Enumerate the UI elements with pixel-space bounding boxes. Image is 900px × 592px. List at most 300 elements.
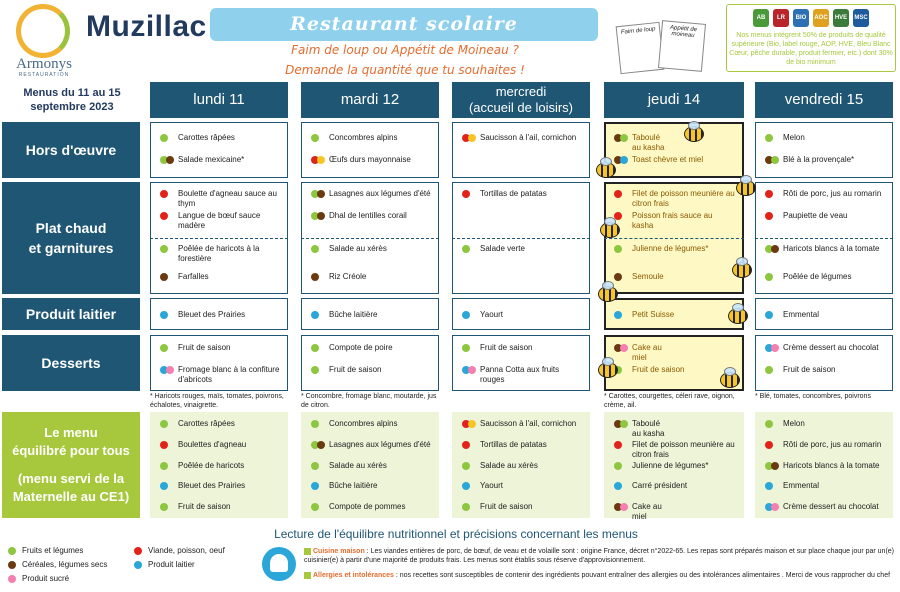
menu-item	[160, 440, 282, 450]
legend-label: Céréales, légumes secs	[22, 560, 108, 569]
menu-item-label: Fromage blanc à la confiture d'abricots	[178, 365, 280, 384]
menu-item	[614, 211, 736, 231]
food-group-dots	[311, 365, 329, 374]
cell-hors	[755, 122, 893, 178]
food-group-dots	[614, 310, 632, 319]
menu-item	[462, 310, 584, 320]
footnote: * Carottes, courgettes, céleri rave, oignon, crème, ail.	[604, 393, 735, 409]
legend-item	[8, 546, 83, 555]
food-group-dots	[311, 211, 329, 220]
food-group-dots	[160, 244, 178, 253]
food-group-dots	[311, 440, 329, 449]
food-group-dots	[160, 211, 178, 220]
menu-item-label: Melon	[783, 133, 805, 142]
quality-labels	[726, 4, 896, 72]
menu-item	[160, 244, 282, 264]
food-group-dots	[614, 189, 632, 198]
menu-item	[765, 343, 887, 353]
food-group-dots	[160, 155, 178, 164]
menu-item	[311, 189, 433, 199]
sparrow-card: Appétit de moineau	[658, 20, 706, 72]
menu-item-label: Filet de poisson meunière au citron frais	[632, 439, 735, 459]
legend-label: Produit laitier	[148, 560, 195, 569]
tagline-2: Demande la quantité que tu souhaites !	[285, 63, 525, 77]
menu-item-label: Fruit de saison	[480, 502, 533, 512]
red-dot-icon	[160, 441, 168, 449]
menu-item	[765, 244, 887, 254]
menu-item-label: Saucisson à l'ail, cornichon	[480, 133, 577, 142]
food-group-dots	[160, 440, 178, 449]
menu-item-label: Lasagnes aux légumes d'été	[329, 189, 431, 198]
brown-dot-icon	[317, 212, 325, 220]
menu-item	[614, 419, 736, 439]
pink-dot-icon	[166, 366, 174, 374]
logo-name: Armonys	[16, 56, 72, 72]
food-group-dots	[614, 133, 632, 142]
food-group-dots	[614, 481, 632, 490]
menu-item-label: Panna Cotta aux fruits rouges	[480, 365, 560, 384]
blue-dot-icon	[311, 311, 319, 319]
blue-dot-icon	[160, 482, 168, 490]
red-dot-icon	[462, 441, 470, 449]
menu-item	[462, 481, 584, 491]
pink-dot-icon	[468, 366, 476, 374]
pink-dot-icon	[771, 344, 779, 352]
menu-item	[311, 481, 433, 491]
menu-item	[160, 419, 282, 429]
green-dot-icon	[311, 503, 319, 511]
menu-item	[765, 310, 887, 320]
footnote: * Blé, tomates, concombres, poivrons	[755, 393, 871, 400]
menu-item-label: Tortillas de patatas	[480, 189, 547, 198]
menu-item	[160, 343, 282, 353]
menu-item-label: Lasagnes aux légumes d'été	[329, 439, 431, 449]
food-group-dots	[311, 343, 329, 352]
menu-item-label: Poêlée de haricots	[178, 460, 245, 470]
week-label: Menus du 11 au 15 septembre 2023	[2, 82, 142, 120]
equilibre-line: Le menu	[44, 425, 98, 440]
green-dot-icon	[620, 420, 628, 428]
food-group-dots	[614, 461, 632, 470]
quality-badge: MSC	[853, 9, 869, 27]
menu-item-label: Salade mexicaine*	[178, 155, 245, 164]
food-group-dots	[462, 133, 480, 142]
menu-item	[765, 155, 887, 165]
quality-text: Nos menus intègrent 50% de produits de qualité supérieure (Bio, label rouge, AOP, HVE, Bleu Blanc Cœur, pêche durable, produit fermier, etc.) dont 30% de bio minimum	[729, 32, 893, 66]
menu-item-label: Bûche laitière	[329, 310, 378, 319]
blue-dot-icon	[462, 311, 470, 319]
menu-item	[765, 211, 887, 221]
menu-item	[462, 419, 584, 429]
blue-dot-icon	[765, 311, 773, 319]
cuisine-text: : Les viandes entières de porc, de bœuf, de veau et de volaille sont : origine France, décret n°2022-65. Les repas sont préparés maison et sur place chaque jour par un(e) cuisinier(e) à partir d'une majorité de produits frais. Les menus sont établis sous réserve d'approvisionnement.	[304, 548, 895, 564]
quality-badge: AB	[753, 9, 769, 27]
red-dot-icon	[765, 190, 773, 198]
menu-item	[614, 365, 736, 375]
menu-item	[765, 461, 887, 471]
menu-item	[311, 211, 433, 221]
food-group-dots	[462, 461, 480, 470]
menu-item-label: Boulette d'agneau sauce au thym	[178, 189, 277, 208]
yellow-dot-icon	[317, 156, 325, 164]
red-dot-icon	[160, 190, 168, 198]
menu-item-label: Haricots blancs à la tomate	[783, 460, 880, 470]
food-group-dots	[765, 481, 783, 490]
menu-item-label: Fruit de saison	[783, 365, 836, 374]
green-dot-icon	[160, 420, 168, 428]
menu-item-label: Carré président	[632, 481, 688, 491]
menu-item-label: Farfalles	[178, 272, 209, 281]
menu-item	[160, 502, 282, 512]
food-group-dots	[311, 133, 329, 142]
food-group-dots	[462, 419, 480, 428]
menu-item-label: Poêlée de haricots à la forestière	[178, 244, 260, 263]
footer-title: Lecture de l'équilibre nutritionnel et précisions concernant les menus	[274, 527, 638, 541]
section-laitier: Produit laitier	[2, 298, 140, 330]
food-group-dots	[311, 155, 329, 164]
food-group-dots	[311, 189, 329, 198]
green-dot-icon	[462, 503, 470, 511]
menu-item-label: Langue de bœuf sauce madère	[178, 211, 261, 230]
menu-item-label: Semoule	[632, 272, 664, 281]
food-group-dots	[614, 244, 632, 253]
food-group-dots	[462, 502, 480, 511]
food-group-dots	[160, 272, 178, 281]
green-dot-icon	[160, 462, 168, 470]
menu-item	[160, 133, 282, 143]
menu-item-label: Petit Suisse	[632, 310, 675, 319]
cell-hors	[301, 122, 439, 178]
red-dot-icon	[160, 212, 168, 220]
menu-item	[311, 365, 433, 375]
menu-item	[765, 502, 887, 512]
pink-dot-icon	[771, 503, 779, 511]
food-group-dots	[160, 419, 178, 428]
menu-item	[311, 272, 433, 282]
menu-item-label: Julienne de légumes*	[632, 244, 709, 253]
page-title: Restaurant scolaire	[210, 8, 598, 41]
food-group-dots	[765, 133, 783, 142]
menu-item	[160, 211, 282, 231]
blue-dot-icon	[620, 156, 628, 164]
food-group-dots	[160, 502, 178, 511]
food-group-dots	[614, 272, 632, 281]
green-dot-icon	[765, 366, 773, 374]
food-group-dots	[462, 365, 480, 374]
green-dot-icon	[311, 245, 319, 253]
equilibre-line: (menu servi de la	[17, 471, 125, 486]
menu-item-label: Filet de poisson meunière au citron frais	[632, 189, 735, 208]
menu-item-label: Rôti de porc, jus au romarin	[783, 439, 882, 449]
checkbox-icon	[304, 572, 311, 579]
red-dot-icon	[765, 441, 773, 449]
legend-item	[8, 560, 107, 569]
menu-item-label: Boulettes d'agneau	[178, 439, 247, 449]
menu-item	[462, 461, 584, 471]
menu-item-label: Salade au xérès	[329, 460, 387, 470]
menu-item-label: Crème dessert au chocolat	[783, 502, 879, 512]
menu-item-label: Salade au xérès	[329, 244, 387, 253]
menu-item-label: Œufs durs mayonnaise	[329, 155, 411, 164]
menu-item-label: Bûche laitière	[329, 481, 378, 491]
legend-label: Fruits et légumes	[22, 546, 84, 555]
bee-icon	[728, 308, 748, 324]
menu-item-label: Compote de poire	[329, 343, 393, 352]
brown-dot-icon	[771, 462, 779, 470]
allergy-note	[304, 571, 894, 580]
menu-item-label: Poêlée de légumes	[783, 272, 852, 281]
food-group-dots	[614, 440, 632, 449]
menu-item	[160, 481, 282, 491]
green-dot-icon	[8, 547, 16, 555]
menu-item	[462, 502, 584, 512]
cell-hors	[150, 122, 288, 178]
blue-dot-icon	[614, 311, 622, 319]
brown-dot-icon	[160, 273, 168, 281]
tagline-1: Faim de loup ou Appétit de Moineau ?	[291, 43, 519, 57]
menu-item-label: Bleuet des Prairies	[178, 310, 246, 319]
menu-item-label: Yaourt	[480, 310, 503, 319]
food-group-dots	[765, 365, 783, 374]
menu-item	[614, 481, 736, 491]
food-group-dots	[462, 310, 480, 319]
day-header: lundi 11	[150, 82, 288, 118]
food-group-dots	[765, 419, 783, 428]
menu-item-label: Concombres alpins	[329, 133, 398, 142]
blue-dot-icon	[160, 311, 168, 319]
food-group-dots	[614, 155, 632, 164]
menu-item	[765, 481, 887, 491]
bee-icon	[598, 362, 618, 378]
logo-subtitle: RESTAURATION	[18, 72, 70, 78]
menu-item	[614, 502, 736, 522]
food-group-dots	[311, 481, 329, 490]
food-group-dots	[160, 310, 178, 319]
menu-item-label: Saucisson à l'ail, cornichon	[480, 419, 577, 428]
food-group-dots	[311, 502, 329, 511]
green-dot-icon	[765, 420, 773, 428]
menu-item	[462, 343, 584, 353]
quality-badge: HVE	[833, 9, 849, 27]
allergy-title: Allergies et intolérances	[313, 572, 394, 579]
cuisine-title: Cuisine maison	[313, 548, 365, 555]
equilibre-line: Maternelle au CE1)	[12, 489, 130, 504]
food-group-dots	[311, 461, 329, 470]
divider	[301, 238, 439, 239]
quality-badge: AOC	[813, 9, 829, 27]
legend-label: Produit sucré	[22, 574, 70, 583]
food-group-dots	[765, 155, 783, 164]
quality-badge: LR	[773, 9, 789, 27]
menu-item-label: Haricots blancs à la tomate	[783, 244, 880, 253]
brown-dot-icon	[317, 190, 325, 198]
food-group-dots	[765, 343, 783, 352]
menu-item	[311, 155, 433, 165]
food-group-dots	[160, 461, 178, 470]
day-header: jeudi 14	[604, 82, 744, 118]
menu-item	[311, 461, 433, 471]
menu-item	[311, 244, 433, 254]
menu-item	[765, 272, 887, 282]
green-dot-icon	[462, 462, 470, 470]
legend-label: Viande, poisson, oeuf	[148, 546, 225, 555]
menu-item	[311, 440, 433, 450]
divider	[452, 238, 590, 239]
menu-item-label: Fruit de saison	[632, 365, 685, 374]
menu-item-label: Emmental	[783, 310, 820, 319]
food-group-dots	[311, 310, 329, 319]
menu-item-label: Compote de pommes	[329, 502, 406, 512]
yellow-dot-icon	[468, 134, 476, 142]
brown-dot-icon	[614, 273, 622, 281]
menu-item-label: Dhal de lentilles corail	[329, 211, 407, 220]
food-group-dots	[614, 502, 632, 511]
menu-item-label: Concombres alpins	[329, 419, 398, 428]
chef-hat-icon	[270, 554, 288, 572]
menu-item-label: Rôti de porc, jus au romarin	[783, 189, 882, 198]
menu-item	[614, 440, 736, 460]
legend-item	[134, 560, 195, 569]
menu-item	[765, 133, 887, 143]
food-group-dots	[614, 343, 632, 352]
menu-item-label: Fruit de saison	[178, 343, 231, 352]
menu-item-label: Emmental	[783, 481, 820, 491]
green-dot-icon	[311, 134, 319, 142]
menu-item	[160, 461, 282, 471]
green-dot-icon	[160, 134, 168, 142]
menu-item-label: Taboulé au kasha	[632, 133, 665, 152]
section-plat: Plat chaud et garnitures	[2, 182, 140, 294]
food-group-dots	[614, 419, 632, 428]
menu-item	[614, 155, 736, 165]
divider	[150, 238, 288, 239]
section-equilibre	[2, 412, 140, 518]
menu-item	[311, 133, 433, 143]
blue-dot-icon	[765, 482, 773, 490]
red-dot-icon	[614, 441, 622, 449]
menu-item	[614, 189, 736, 209]
food-group-dots	[462, 244, 480, 253]
menu-item	[614, 343, 736, 363]
menu-item	[160, 365, 282, 385]
day-header: mercredi (accueil de loisirs)	[452, 82, 590, 118]
food-group-dots	[765, 244, 783, 253]
menu-item	[160, 155, 282, 165]
legend-item	[134, 546, 225, 555]
bee-icon	[600, 222, 620, 238]
menu-item-label: Toast chèvre et miel	[632, 155, 704, 164]
menu-item-label: Poisson frais sauce au kasha	[632, 211, 713, 230]
menu-item	[614, 461, 736, 471]
menu-item	[765, 440, 887, 450]
green-dot-icon	[311, 344, 319, 352]
food-group-dots	[311, 244, 329, 253]
equilibre-line: équilibré pour tous	[12, 443, 130, 458]
food-group-dots	[462, 189, 480, 198]
green-dot-icon	[462, 344, 470, 352]
bee-icon	[720, 372, 740, 388]
menu-item	[614, 133, 736, 153]
food-group-dots	[160, 133, 178, 142]
menu-item	[462, 189, 584, 199]
section-hors: Hors d'œuvre	[2, 122, 140, 178]
menu-item	[614, 244, 736, 254]
green-dot-icon	[462, 245, 470, 253]
logo-ring-icon	[16, 4, 70, 58]
menu-item-label: Tortillas de patatas	[480, 439, 547, 449]
yellow-dot-icon	[468, 420, 476, 428]
green-dot-icon	[160, 245, 168, 253]
food-group-dots	[160, 481, 178, 490]
blue-dot-icon	[462, 482, 470, 490]
menu-item	[614, 310, 736, 320]
menu-item	[765, 419, 887, 429]
menu-item	[462, 133, 584, 143]
green-dot-icon	[160, 503, 168, 511]
food-group-dots	[765, 461, 783, 470]
food-group-dots	[160, 343, 178, 352]
food-group-dots	[765, 189, 783, 198]
bee-icon	[736, 180, 756, 196]
pink-dot-icon	[620, 344, 628, 352]
quality-badge: BIO	[793, 9, 809, 27]
food-group-dots	[614, 211, 632, 220]
menu-item-label: Riz Créole	[329, 272, 367, 281]
menu-item	[462, 365, 584, 385]
blue-dot-icon	[134, 561, 142, 569]
food-group-dots	[462, 440, 480, 449]
red-dot-icon	[462, 190, 470, 198]
food-group-dots	[765, 440, 783, 449]
green-dot-icon	[311, 366, 319, 374]
food-group-dots	[160, 189, 178, 198]
menu-item-label: Cake au miel	[632, 343, 662, 362]
green-dot-icon	[620, 134, 628, 142]
menu-item	[765, 365, 887, 375]
town-name: Muzillac	[86, 10, 207, 43]
appetite-cards	[618, 22, 714, 72]
divider	[755, 238, 893, 239]
menu-item-label: Fruit de saison	[178, 502, 231, 512]
menu-item-label: Yaourt	[480, 481, 503, 491]
menu-item-label: Fruit de saison	[480, 343, 533, 352]
brown-dot-icon	[771, 245, 779, 253]
food-group-dots	[765, 502, 783, 511]
menu-item-label: Cake au miel	[632, 502, 662, 522]
food-group-dots	[462, 481, 480, 490]
day-header: mardi 12	[301, 82, 439, 118]
red-dot-icon	[765, 212, 773, 220]
menu-item	[462, 440, 584, 450]
blue-dot-icon	[311, 482, 319, 490]
red-dot-icon	[134, 547, 142, 555]
menu-item	[160, 310, 282, 320]
pink-dot-icon	[620, 503, 628, 511]
cuisine-note	[304, 547, 894, 565]
legend-item	[8, 574, 69, 583]
menu-item	[311, 343, 433, 353]
footnote: * Haricots rouges, maïs, tomates, poivrons, échalotes, vinaigrette.	[150, 393, 284, 409]
menu-item-label: Salade au xérès	[480, 460, 538, 470]
green-dot-icon	[765, 273, 773, 281]
menu-item-label: Fruit de saison	[329, 365, 382, 374]
menu-item-label: Blé à la provençale*	[783, 155, 855, 164]
menu-item-label: Julienne de légumes*	[632, 460, 709, 470]
menu-item-label: Taboulé au kasha	[632, 419, 665, 438]
green-dot-icon	[771, 156, 779, 164]
divider	[604, 238, 744, 239]
menu-item-label: Carottes râpées	[178, 133, 235, 142]
